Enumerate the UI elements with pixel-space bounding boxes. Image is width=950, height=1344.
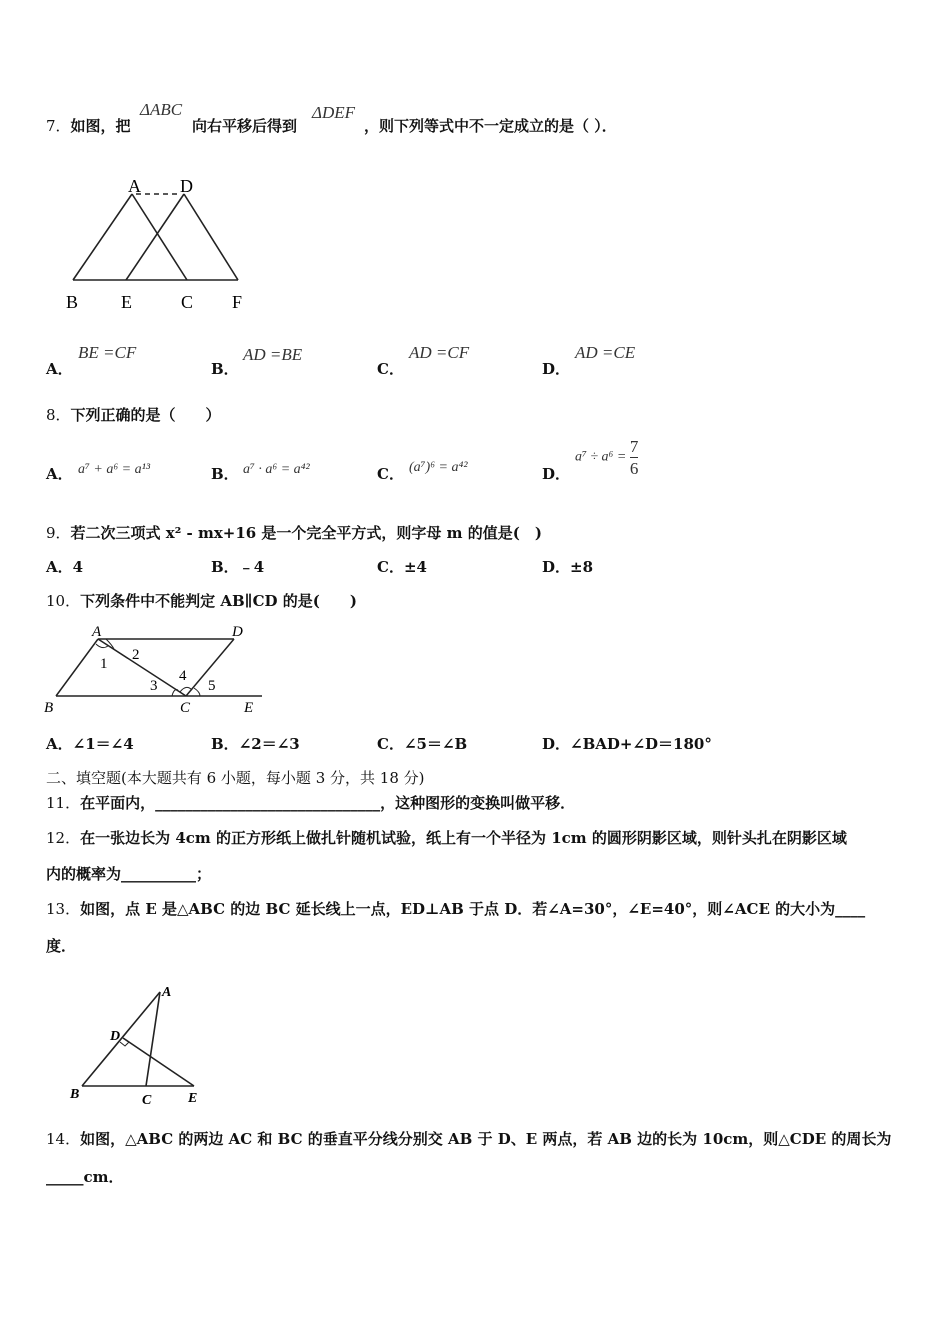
q12-line2: 内的概率为__________； — [46, 865, 212, 883]
q10-angle-2: 2 — [132, 647, 140, 663]
q10-option-a-label: A． — [46, 735, 73, 753]
q9-option-b — [211, 556, 264, 577]
q11-stem — [46, 792, 575, 813]
q10-angle-4: 4 — [179, 668, 187, 684]
q10-label-a: A — [92, 624, 102, 640]
q10-angle-5: 5 — [208, 678, 216, 694]
q7-option-c-expr: AD =CF — [409, 343, 470, 362]
q9-option-c-label: C． — [377, 558, 404, 576]
q7-option-d-expr: AD =CE — [575, 343, 636, 362]
section-2-heading: 二、填空题(本大题共有 6 小题，每小题 3 分，共 18 分) — [46, 769, 425, 787]
q10-label-e: E — [244, 700, 254, 716]
q8-option-d-label: D． — [542, 465, 571, 483]
q8-text: 下列正确的是（ ） — [70, 406, 221, 424]
q13-line1: 如图，点 E 是△ABC 的边 BC 延长线上一点，ED⊥AB 于点 D．若∠A=30°，∠E=40°，则∠ACE 的大小为____ — [80, 900, 866, 918]
fraction-bar — [630, 457, 639, 458]
q7-number: 7． — [46, 117, 71, 135]
q8-option-d-left: a⁷ ÷ a⁶ = — [575, 449, 627, 465]
q11-blank: ______________________________ — [155, 794, 381, 812]
q10-label-b: B — [44, 700, 54, 716]
q9-number: 9． — [46, 524, 71, 542]
q7-label-a: A — [128, 176, 141, 196]
q13-label-d: D — [110, 1029, 121, 1044]
q9-stem — [46, 522, 542, 543]
q14-stem — [46, 1128, 891, 1149]
q8-option-c-label: C． — [377, 465, 404, 483]
q10-label-c: C — [180, 700, 191, 716]
q7-option-d-label: D． — [542, 360, 571, 378]
q11-text-a: 在平面内， — [80, 794, 156, 812]
q7-tri-def: ΔDEF — [312, 103, 356, 122]
q7-text-c: ，则下列等式中不一定成立的是（ ）． — [364, 117, 617, 135]
q10-option-d-label: D． — [542, 735, 571, 753]
q9-option-a-label: A． — [46, 558, 73, 576]
q7-text-a: 如图，把 — [70, 117, 131, 135]
q10-option-b-value: ∠2＝∠3 — [238, 735, 300, 753]
q7-stem — [46, 115, 131, 136]
q14-number: 14． — [46, 1130, 81, 1148]
q10-stem — [46, 590, 357, 611]
q7-option-b-expr: AD =BE — [243, 345, 303, 364]
q9-option-d-value: ±8 — [570, 558, 594, 576]
q13-line2: 度． — [46, 937, 77, 955]
q7-label-d: D — [180, 176, 193, 196]
q8-option-d-fraction — [630, 438, 639, 477]
q9-option-d-label: D． — [542, 558, 571, 576]
q10-figure — [40, 622, 280, 718]
q9-option-a-value: 4 — [72, 558, 84, 576]
q13-label-b: B — [70, 1087, 80, 1102]
q13-number: 13． — [46, 900, 81, 918]
q14-line1: 如图，△ABC 的两边 AC 和 BC 的垂直平分线分别交 AB 于 D、E 两点，若 AB 边的长为 10cm，则△CDE 的周长为 — [80, 1130, 892, 1148]
q12-stem — [46, 827, 847, 848]
q7-option-c-label: C． — [377, 360, 404, 378]
q13-label-e: E — [188, 1091, 198, 1106]
q13-label-c: C — [142, 1093, 152, 1108]
q10-option-d-value: ∠BAD+∠D＝180° — [570, 735, 712, 753]
q10-option-d — [542, 733, 712, 754]
q10-option-a — [46, 733, 134, 754]
q8-option-d-expr — [575, 438, 638, 477]
q8-stem — [46, 404, 221, 425]
q8-number: 8． — [46, 406, 71, 424]
q13-stem — [46, 898, 865, 919]
q7-label-b: B — [66, 292, 79, 312]
q9-option-c-value: ±4 — [403, 558, 427, 576]
q10-option-c-label: C． — [377, 735, 404, 753]
q10-label-d: D — [232, 624, 243, 640]
q11-number: 11． — [46, 794, 81, 812]
q8-option-d-denominator: 6 — [629, 459, 639, 478]
q7-label-e: E — [121, 292, 132, 312]
q13-figure — [60, 980, 220, 1108]
q7-label-c: C — [181, 292, 194, 312]
q10-option-c — [377, 733, 467, 754]
q10-text: 下列条件中不能判定 AB∥CD 的是( ) — [80, 592, 357, 610]
q9-option-c — [377, 556, 427, 577]
q9-option-a — [46, 556, 83, 577]
q9-option-d — [542, 556, 593, 577]
q7-option-b-label: B． — [211, 360, 239, 378]
q8-option-d-numerator: 7 — [629, 437, 639, 456]
q10-number: 10． — [46, 592, 81, 610]
q11-text-b: ，这种图形的变换叫做平移． — [380, 794, 576, 812]
q8-option-b-label: B． — [211, 465, 239, 483]
q10-angle-3: 3 — [150, 678, 158, 694]
q7-text-b: 向右平移后得到 — [192, 117, 298, 135]
q7-option-a-expr: BE =CF — [78, 343, 137, 362]
q9-text: 若二次三项式 x² - mx+16 是一个完全平方式，则字母 m 的值是( ) — [70, 524, 542, 542]
q8-option-a-expr: a⁷ + a⁶ = a¹³ — [78, 462, 151, 477]
q12-number: 12． — [46, 829, 81, 847]
q13-label-a: A — [162, 985, 172, 1000]
q10-angle-1: 1 — [100, 656, 108, 672]
q14-line2: _____cm． — [46, 1168, 124, 1186]
q12-line1: 在一张边长为 4cm 的正方形纸上做扎针随机试验，纸上有一个半径为 1cm 的圆形阴影区域，则针头扎在阴影区域 — [80, 829, 847, 847]
q8-option-a-label: A． — [46, 465, 73, 483]
q7-figure — [60, 172, 260, 322]
q9-option-b-value: ﹣4 — [238, 558, 265, 576]
q10-option-a-value: ∠1＝∠4 — [72, 735, 134, 753]
q8-option-c-expr: (a⁷)⁶ = a⁴² — [409, 460, 468, 475]
q7-option-a-label: A． — [46, 360, 73, 378]
q7-tri-abc: ΔABC — [140, 100, 183, 119]
q10-option-c-value: ∠5＝∠B — [403, 735, 468, 753]
q9-option-b-label: B． — [211, 558, 239, 576]
q8-option-b-expr: a⁷ · a⁶ = a⁴² — [243, 462, 310, 477]
q10-option-b-label: B． — [211, 735, 239, 753]
q7-label-f: F — [232, 292, 243, 312]
q10-option-b — [211, 733, 300, 754]
